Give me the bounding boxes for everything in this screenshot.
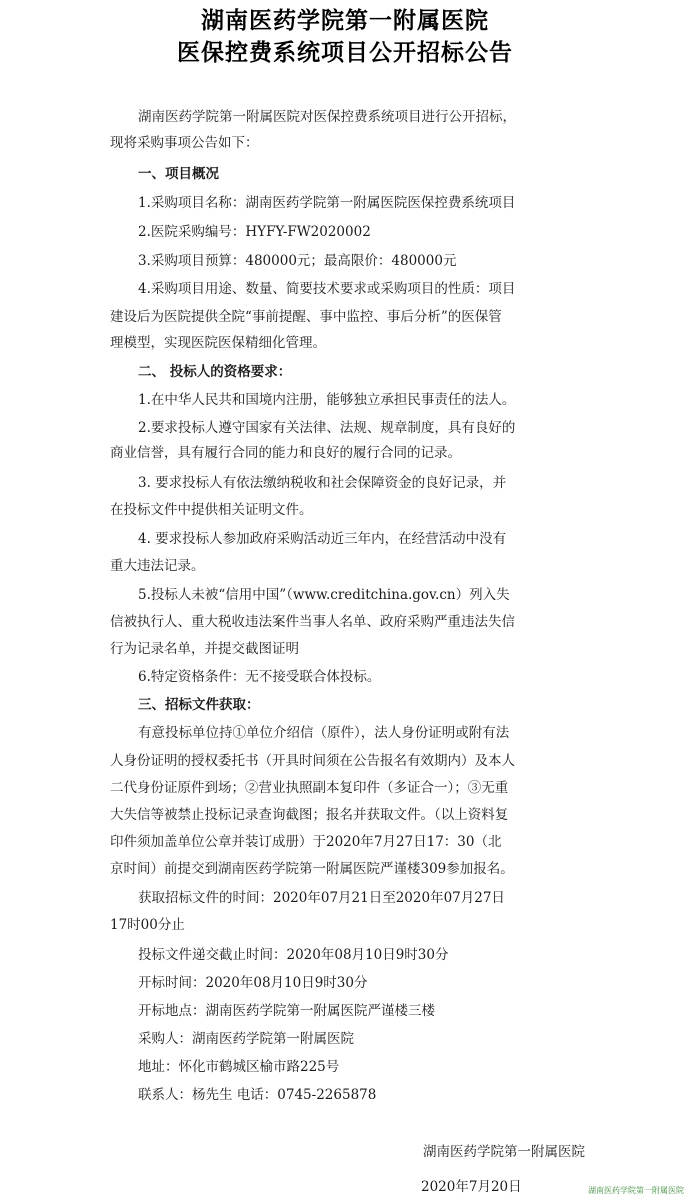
- paragraph-line: 印件须加盖单位公章并装订成册）于2020年7月27日17：30（北: [110, 834, 502, 850]
- signature-date: 2020年7月20日: [421, 1179, 522, 1195]
- paragraph-line: 大失信等被禁止投标记录查询截图；报名并获取文件。（以上资料复: [110, 807, 509, 823]
- paragraph-line: 二代身份证原件到场；②营业执照副本复印件（多证合一）；③无重: [110, 780, 509, 796]
- paragraph-line: 人身份证明的授权委托书（开具时间须在公告报名有效期内）及本人: [110, 753, 515, 769]
- paragraph-line: 开标时间：2020年08月10日9时30分: [138, 975, 368, 991]
- paragraph-line: 投标文件递交截止时间：2020年08月10日9时30分: [138, 947, 449, 963]
- paragraph-line: 3. 要求投标人有依法缴纳税收和社会保障资金的良好记录，并: [138, 475, 507, 491]
- paragraph-line: 建设后为医院提供全院“事前提醒、事中监控、事后分析”的医保管: [110, 309, 502, 325]
- paragraph-line: 有意投标单位持①单位介绍信（原件），法人身份证明或附有法: [138, 725, 510, 741]
- paragraph-line: 17时00分止: [110, 917, 185, 933]
- paragraph-line: 信被执行人、重大税收违法案件当事人名单、政府采购严重违法失信: [110, 614, 515, 630]
- paragraph-line: 在投标文件中提供相关证明文件。: [110, 502, 313, 518]
- paragraph-line: 采购人：湖南医药学院第一附属医院: [138, 1031, 354, 1047]
- paragraph-line: 6.特定资格条件：无不接受联合体投标。: [138, 669, 381, 685]
- paragraph-line: 1.采购项目名称：湖南医药学院第一附属医院医保控费系统项目: [138, 195, 516, 211]
- paragraph-line: 2.要求投标人遵守国家有关法律、法规、规章制度，具有良好的: [138, 420, 516, 436]
- section-heading-documents: 三、招标文件获取：: [138, 697, 260, 713]
- paragraph-line: 重大违法记录。: [110, 558, 205, 574]
- paragraph-line: 京时间）前提交到湖南医药学院第一附属医院严谨楼309参加报名。: [110, 861, 514, 877]
- paragraph-line: 行为记录名单，并提交截图证明: [110, 641, 299, 657]
- signature-organization: 湖南医药学院第一附属医院: [423, 1144, 585, 1160]
- paragraph-line: 4. 要求投标人参加政府采购活动近三年内，在经营活动中没有: [138, 531, 507, 547]
- paragraph-line: 地址：怀化市鹤城区榆市路225号: [138, 1059, 340, 1075]
- section-heading-qualifications: 二、 投标人的资格要求：: [138, 364, 292, 380]
- section-heading-overview: 一、项目概况: [138, 166, 219, 182]
- paragraph-line: 1.在中华人民共和国境内注册，能够独立承担民事责任的法人。: [138, 392, 516, 408]
- intro-paragraph-line: 湖南医药学院第一附属医院对医保控费系统项目进行公开招标，: [138, 109, 516, 125]
- paragraph-line: 2.医院采购编号：HYFY-FW2020002: [138, 224, 371, 240]
- intro-paragraph-line: 现将采购事项公告如下：: [110, 135, 259, 151]
- paragraph-line: 3.采购项目预算：480000元；最高限价：480000元: [138, 253, 457, 269]
- paragraph-line: 5.投标人未被“信用中国”（www.creditchina.gov.cn）列入失: [138, 587, 510, 603]
- watermark-logo: 湖南医药学院第一附属医院: [588, 1186, 684, 1195]
- paragraph-line: 联系人：杨先生 电话：0745-2265878: [138, 1087, 377, 1103]
- paragraph-line: 商业信誉，具有履行合同的能力和良好的履行合同的记录。: [110, 445, 461, 461]
- paragraph-line: 理模型，实现医院医保精细化管理。: [110, 335, 326, 351]
- page-title-line2: 医保控费系统项目公开招标公告: [177, 40, 513, 66]
- paragraph-line: 获取招标文件的时间：2020年07月21日至2020年07月27日: [138, 890, 505, 906]
- page-title-line1: 湖南医药学院第一附属医院: [201, 8, 489, 34]
- paragraph-line: 开标地点：湖南医药学院第一附属医院严谨楼三楼: [138, 1003, 435, 1019]
- paragraph-line: 4.采购项目用途、数量、简要技术要求或采购项目的性质：项目: [138, 281, 516, 297]
